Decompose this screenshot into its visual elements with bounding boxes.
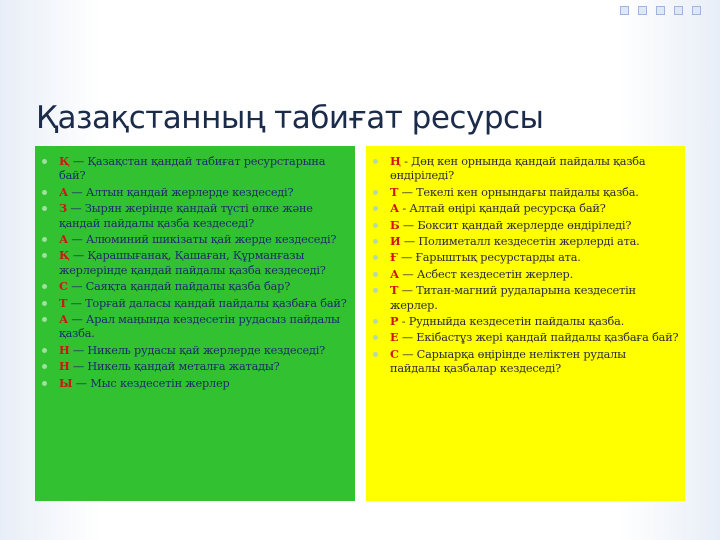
initial-letter: Р [390,314,399,329]
initial-letter: Ң [390,154,401,168]
initial-letter: Т [390,184,399,199]
list-item [59,279,349,294]
initial-letter: Т [59,295,68,310]
bullet-icon [42,364,47,369]
initial-letter: С [390,346,399,361]
left-question-panel [35,146,355,501]
left-question-list [35,146,355,391]
list-item [390,267,679,282]
question-text: — Асбест кездесетін жерлер. [399,267,573,281]
bullet-icon [373,288,378,293]
list-item [390,347,679,377]
question-text: — Никель рудасы қай жерлерде кездеседі? [69,343,326,357]
question-text: - Алтай өңірі қандай ресурсқа бай? [399,202,606,216]
list-item [59,312,349,342]
bullet-icon [42,301,47,306]
question-text: — Полиметалл кездесетін жерлерді ата. [400,235,640,249]
initial-letter: А [59,184,69,199]
list-item [390,314,679,329]
bullet-icon [373,335,378,340]
bullet-icon [42,190,47,195]
initial-letter: И [390,234,401,249]
initial-letter: Қ [59,248,70,263]
question-text: — Екібастұз жері қандай пайдалы қазбаға бай? [398,331,679,345]
initial-letter: А [390,201,400,216]
question-text: — Алюминий шикізаты қай жерде кездеседі? [68,233,337,247]
initial-letter: Н [59,359,70,374]
list-item [59,343,349,358]
question-text: — Арал маңында кездесетін рудасыз пайдалы қазба. [59,313,340,341]
bullet-icon [42,237,47,242]
slide-title: Қазақстанның табиғат ресурсы [36,100,544,136]
list-item [390,330,679,345]
question-text: — Мыс кездесетін жерлер [72,376,230,390]
list-item [390,218,679,233]
bullet-icon [373,352,378,357]
bullet-icon [373,255,378,260]
decorative-squares [590,0,720,20]
initial-letter: А [390,266,400,281]
bullet-icon [373,319,378,324]
initial-letter: Ғ [390,250,398,265]
initial-letter: Қ [59,154,70,168]
list-item [59,296,349,311]
question-text: — Титан-магний рудаларына кездесетін жерлер. [390,284,636,312]
question-text: — Зырян жерінде қандай түсті өлке және қандай пайдалы қазба кездеседі? [59,202,313,230]
question-text: — Боксит қандай жерлерде өндіріледі? [399,218,632,232]
initial-letter: А [59,232,69,247]
bullet-icon [373,239,378,244]
question-text: — Алтын қандай жерлерде кездеседі? [68,185,294,199]
list-item [59,201,349,231]
bullet-icon [42,381,47,386]
initial-letter: Б [390,217,400,232]
initial-letter: А [59,312,69,327]
bullet-icon [373,223,378,228]
bullet-icon [373,190,378,195]
list-item [390,250,679,265]
bullet-icon [373,206,378,211]
right-question-panel [366,146,685,501]
list-item [59,248,349,278]
initial-letter: Ы [59,375,73,390]
right-question-list [366,146,685,377]
bullet-icon [42,284,47,289]
question-text: - Дөң кен орнында қандай пайдалы қазба өндіріледі? [390,155,646,183]
initial-letter: З [59,201,67,216]
list-item [390,201,679,216]
question-text: — Текелі кен орнындағы пайдалы қазба. [398,185,639,199]
bullet-icon [42,159,47,164]
bullet-icon [42,348,47,353]
initial-letter: Н [59,342,70,357]
list-item [390,185,679,200]
question-text: — Қарашығанақ, Қашаған, Құрманғазы жерлерінде қандай пайдалы қазба кездеседі? [59,249,326,277]
question-text: - Рудныйда кездесетін пайдалы қазба. [398,315,625,329]
list-item [59,185,349,200]
bullet-icon [373,159,378,164]
list-item [390,234,679,249]
question-text: — Ғарыштық ресурстарды ата. [397,251,581,265]
list-item [59,376,349,391]
initial-letter: Т [390,283,399,298]
bullet-icon [42,206,47,211]
question-text: — Қазақстан қандай табиғат ресурстарына бай? [59,155,326,183]
initial-letter: С [59,279,68,294]
bullet-icon [42,253,47,258]
bullet-icon [373,272,378,277]
list-item [390,283,679,313]
bullet-icon [42,317,47,322]
list-item [390,154,679,184]
question-text: — Сарыарқа өңірінде неліктен рудалы пайдалы қазбалар кездеседі? [390,347,626,376]
initial-letter: Е [390,330,399,345]
list-item [59,232,349,247]
question-text: — Саяқта қандай пайдалы қазба бар? [67,280,291,294]
question-text: — Никель қандай металға жатады? [69,360,280,374]
list-item [59,359,349,374]
list-item [59,154,349,184]
question-text: — Торғай даласы қандай пайдалы қазбаға бай? [67,296,347,310]
